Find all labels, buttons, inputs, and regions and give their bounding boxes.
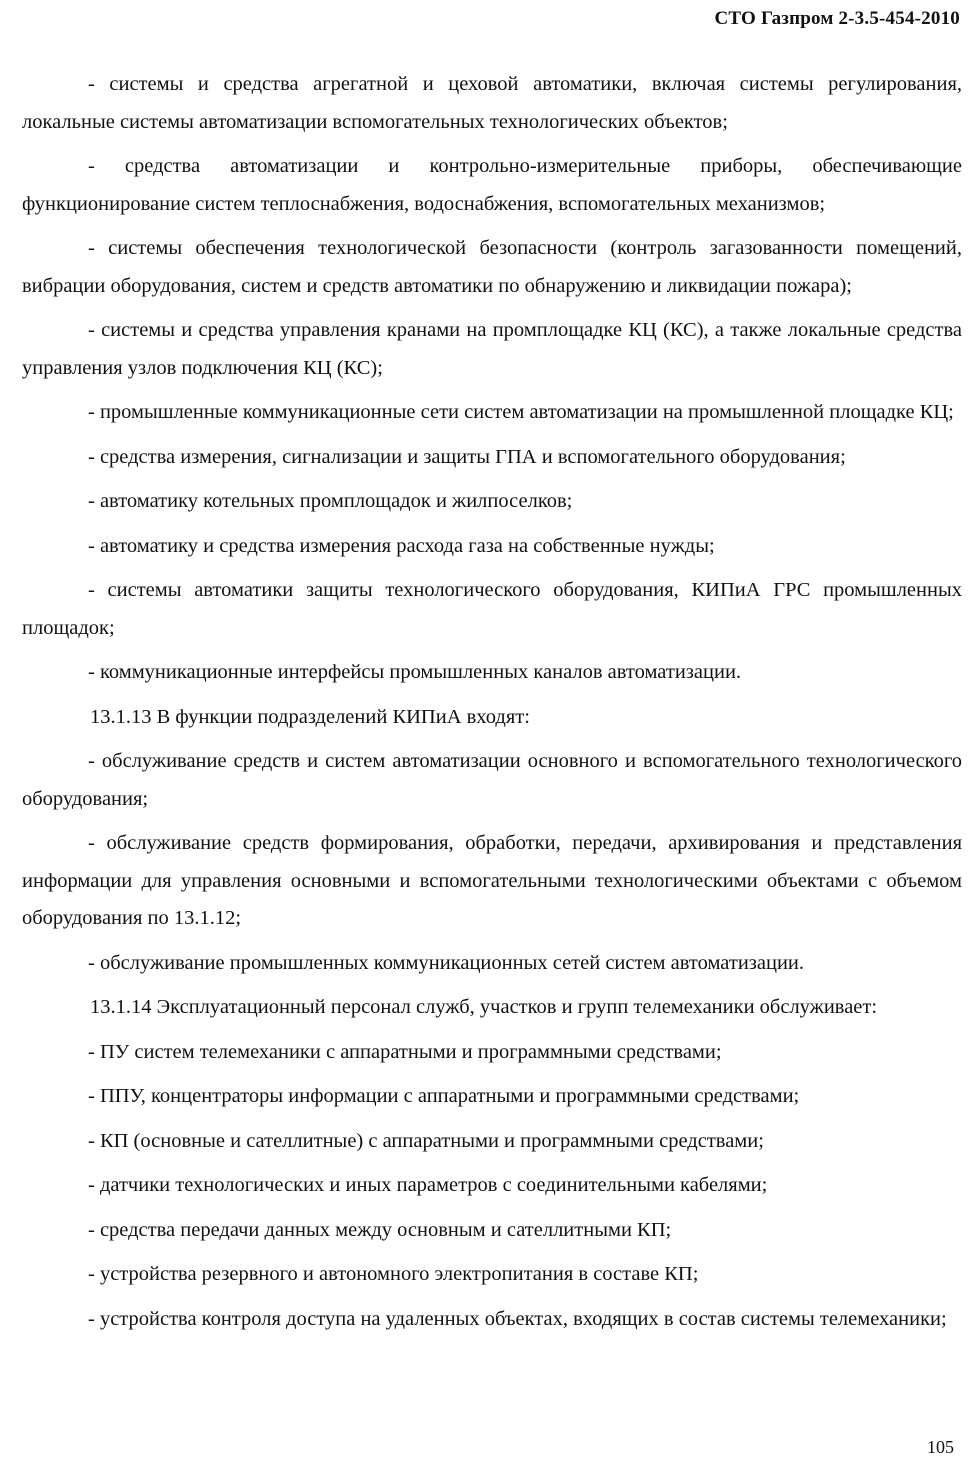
paragraph-22: - устройства контроля доступа на удаленных объектах, входящих в состав системы телемеханики; bbox=[88, 1307, 947, 1330]
paragraph-7: - автоматику котельных промплощадок и жилпоселков; bbox=[88, 490, 573, 512]
paragraph-5: - промышленные коммуникационные сети систем автоматизации на промышленной площадке КЦ; bbox=[88, 401, 954, 423]
document-body bbox=[22, 66, 962, 1345]
paragraph-14: - обслуживание промышленных коммуникационных сетей систем автоматизации. bbox=[88, 951, 805, 974]
paragraph-3: - системы обеспечения технологической безопасности (контроль загазованности помещений, вибрации оборудования, систем и средств автоматики по обнаружению и ликвидации пожара); bbox=[22, 237, 962, 297]
paragraph-1: - системы и средства агрегатной и цеховой автоматики, включая системы регулирования, локальные системы автоматизации вспомогательных технологических объектов; bbox=[22, 73, 962, 133]
paragraph-21: - устройства резервного и автономного электропитания в составе КП; bbox=[88, 1263, 699, 1285]
paragraph-16: - ПУ систем телемеханики с аппаратными и программными средствами; bbox=[88, 1040, 722, 1063]
paragraph-4: - системы и средства управления кранами на промплощадке КЦ (КС), а также локальные средства управления узлов подключения КЦ (КС); bbox=[22, 319, 962, 379]
paragraph-10: - коммуникационные интерфейсы промышленных каналов автоматизации. bbox=[88, 661, 742, 683]
document-code-header: СТО Газпром 2-3.5-454-2010 bbox=[714, 8, 960, 29]
paragraph-9: - системы автоматики защиты технологического оборудования, КИПиА ГРС промышленных площадок; bbox=[22, 579, 962, 639]
paragraph-8: - автоматику и средства измерения расхода газа на собственные нужды; bbox=[88, 534, 715, 557]
paragraph-18: - КП (основные и сателлитные) с аппаратными и программными средствами; bbox=[88, 1129, 764, 1152]
section-13-1-14-heading: 13.1.14 Эксплуатационный персонал служб, участков и групп телемеханики обслуживает: bbox=[90, 996, 878, 1018]
section-13-1-13-heading: 13.1.13 В функции подразделений КИПиА входят: bbox=[90, 705, 530, 728]
paragraph-17: - ППУ, концентраторы информации с аппаратными и программными средствами; bbox=[88, 1085, 800, 1107]
paragraph-2: - средства автоматизации и контрольно-измерительные приборы, обеспечивающие функционирование систем теплоснабжения, водоснабжения, вспомогательных механизмов; bbox=[22, 155, 962, 215]
paragraph-20: - средства передачи данных между основным и сателлитными КП; bbox=[88, 1218, 672, 1241]
paragraph-6: - средства измерения, сигнализации и защиты ГПА и вспомогательного оборудования; bbox=[88, 445, 846, 468]
paragraph-12: - обслуживание средств и систем автоматизации основного и вспомогательного технологического оборудования; bbox=[22, 750, 962, 810]
paragraph-19: - датчики технологических и иных параметров с соединительными кабелями; bbox=[88, 1174, 768, 1196]
page-number: 105 bbox=[927, 1437, 954, 1457]
paragraph-13: - обслуживание средств формирования, обработки, передачи, архивирования и представления информации для управления основными и вспомогательными технологическими объектами с объемом оборудования по 13.1.12; bbox=[22, 832, 962, 929]
